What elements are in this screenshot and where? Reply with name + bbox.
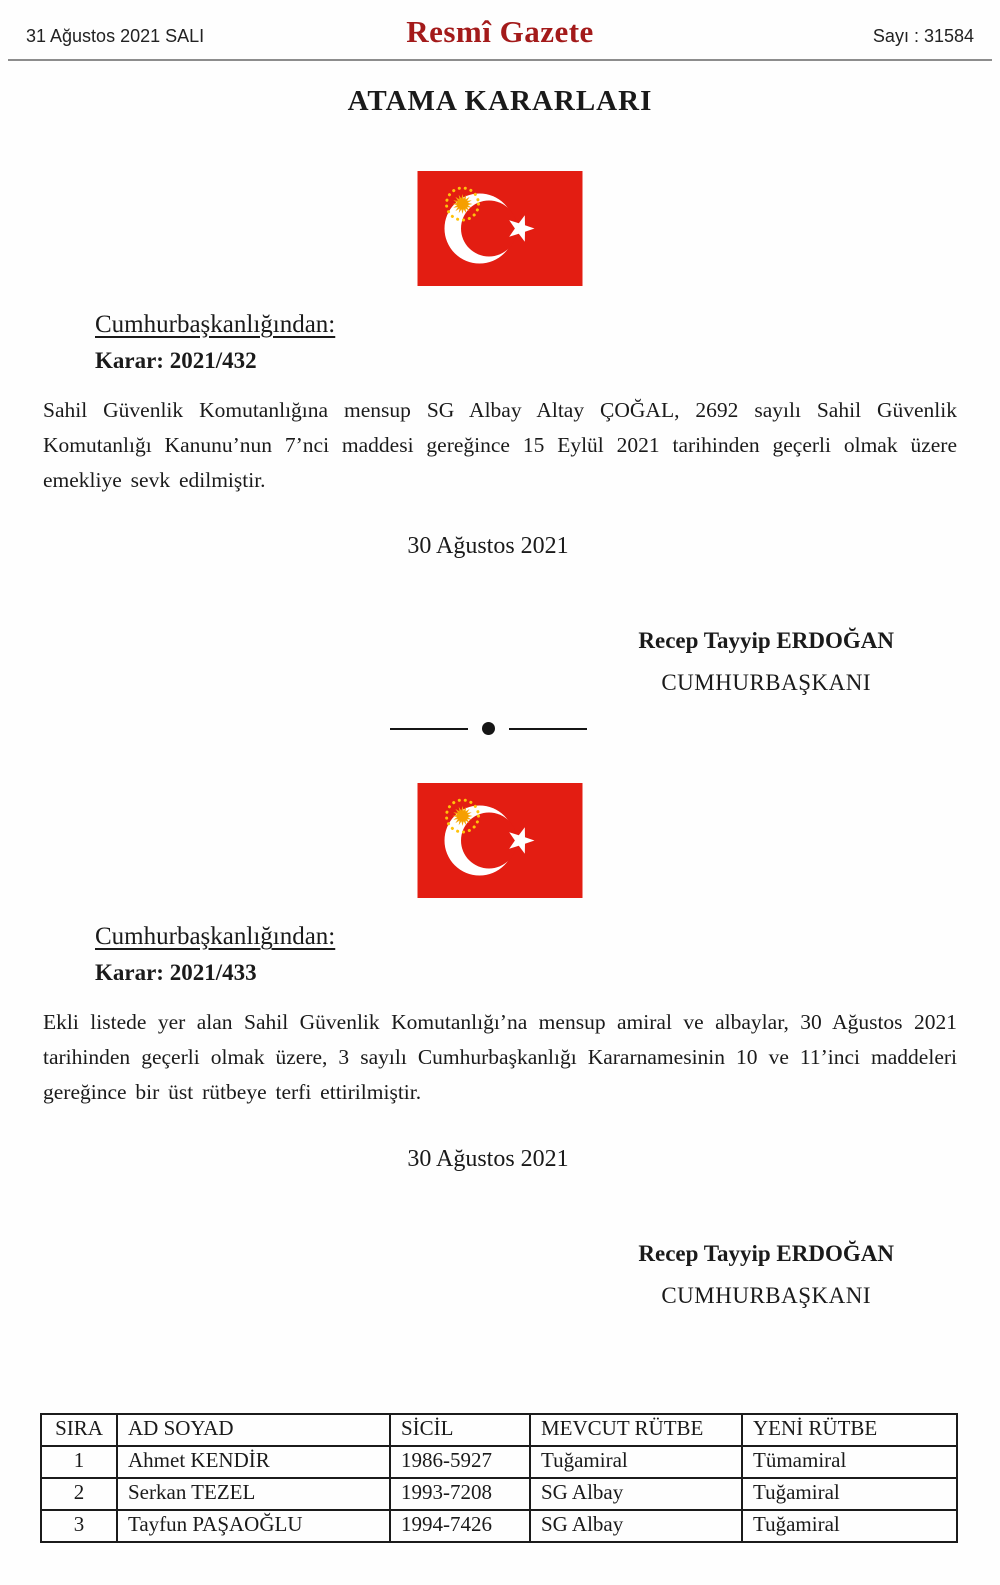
cell-ad-soyad: Serkan TEZEL [117, 1478, 390, 1510]
signature-block [0, 1241, 1000, 1309]
promotion-roster-table [40, 1413, 958, 1543]
page-title: ATAMA KARARLARI [347, 85, 653, 117]
cell-mevcut-rutbe: Tuğamiral [530, 1446, 742, 1478]
cell-yeni-rutbe: Tümamiral [742, 1446, 957, 1478]
masthead-issue-number: Sayı : 31584 [872, 26, 974, 46]
cell-sira: 2 [41, 1478, 117, 1510]
cell-mevcut-rutbe: SG Albay [530, 1510, 742, 1542]
section-1-head [95, 311, 1000, 374]
cell-sicil: 1986-5927 [390, 1446, 530, 1478]
decree-body: Ekli listede yer alan Sahil Güvenlik Komutanlığı’na mensup amiral ve albaylar, 30 Ağustos 2021 tarihinden geçerli olmak üzere, 3 sayılı Cumhurbaşkanlığı Kararnamesinin 10 ve 11’inci maddeleri gereğince bir üst rütbeye terfi ettirilmiştir. [43, 1010, 957, 1105]
section-2-head [95, 923, 1000, 986]
flag-container [0, 783, 1000, 898]
cell-sira: 1 [41, 1446, 117, 1478]
cell-yeni-rutbe: Tuğamiral [742, 1510, 957, 1542]
cell-sicil: 1994-7426 [390, 1510, 530, 1542]
cell-yeni-rutbe: Tuğamiral [742, 1478, 957, 1510]
column-header-sira: SIRA [41, 1414, 117, 1446]
table-row [41, 1446, 957, 1478]
signer-title: CUMHURBAŞKANI [661, 670, 872, 696]
divider-line [509, 728, 587, 730]
authority-heading: Cumhurbaşkanlığından: [95, 311, 336, 338]
decision-number: Karar: 2021/432 [95, 348, 257, 373]
divider-dot [482, 722, 495, 735]
column-header-sicil: SİCİL [390, 1414, 530, 1446]
masthead-rule [8, 59, 992, 61]
decree-body: Sahil Güvenlik Komutanlığına mensup SG Albay Altay ÇOĞAL, 2692 sayılı Sahil Güvenlik Komutanlığı Kanunu’nun 7’nci maddesi gereğince 15 Eylül 2021 tarihinden geçerli olmak üzere emekliye sevk edilmiştir. [43, 398, 957, 492]
cell-ad-soyad: Ahmet KENDİR [117, 1446, 390, 1478]
turkish-presidential-flag-icon [417, 783, 583, 898]
cell-sira: 3 [41, 1510, 117, 1542]
masthead-date: 31 Ağustos 2021 SALI [26, 26, 205, 46]
column-header-mevcut-rutbe: MEVCUT RÜTBE [530, 1414, 742, 1446]
table-row [41, 1510, 957, 1542]
masthead [0, 0, 1000, 50]
decree-date: 30 Ağustos 2021 [407, 533, 569, 560]
column-header-yeni-rutbe: YENİ RÜTBE [742, 1414, 957, 1446]
signer-title: CUMHURBAŞKANI [661, 1282, 872, 1308]
column-header-ad-soyad: AD SOYAD [117, 1414, 390, 1446]
turkish-presidential-flag-icon [417, 171, 583, 286]
signer-name: Recep Tayyip ERDOĞAN [638, 1240, 894, 1266]
gazette-title: Resmî Gazete [406, 14, 594, 49]
decision-number: Karar: 2021/433 [95, 960, 257, 986]
authority-heading: Cumhurbaşkanlığından: [95, 923, 336, 951]
cell-sicil: 1993-7208 [390, 1478, 530, 1510]
signer-name: Recep Tayyip ERDOĞAN [638, 628, 894, 654]
section-divider [0, 722, 988, 735]
table-row [41, 1478, 957, 1510]
divider-line [390, 728, 468, 730]
cell-mevcut-rutbe: SG Albay [530, 1478, 742, 1510]
decree-date: 30 Ağustos 2021 [407, 1145, 569, 1172]
table-header-row [41, 1414, 957, 1446]
signature-block [0, 628, 1000, 696]
cell-ad-soyad: Tayfun PAŞAOĞLU [117, 1510, 390, 1542]
flag-container [0, 171, 1000, 286]
